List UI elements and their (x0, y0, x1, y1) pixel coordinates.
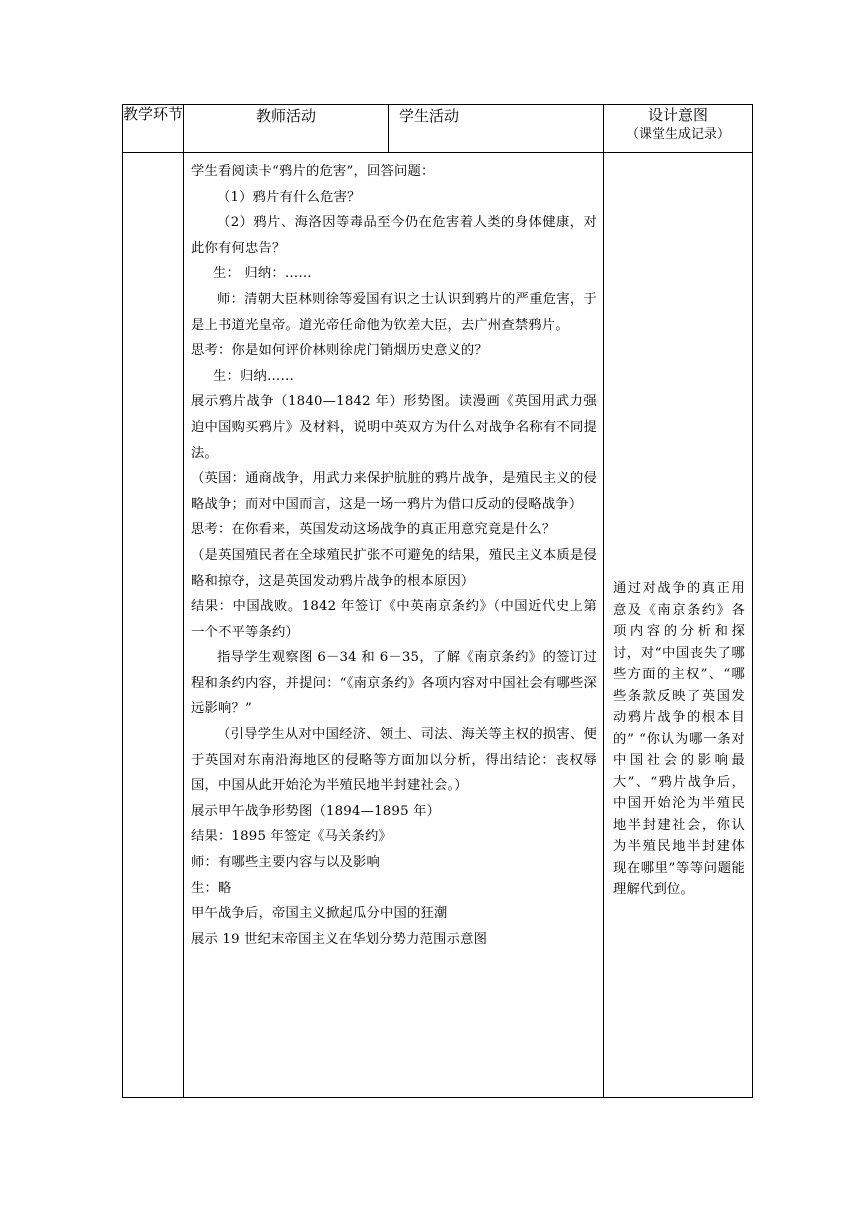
content-line: （2）鸦片、海洛因等毒品至今仍在危害着人类的身体健康，对此你有何忠告？ (191, 215, 597, 256)
design-intent-subtitle: （课堂生成记录） (625, 127, 730, 142)
content-line: 展示 19 世纪末帝国主义在华划分势力范围示意图 (191, 931, 488, 947)
content-line: 学生看阅读卡“鸦片的危害”，回答问题： (191, 164, 435, 179)
content-line: 思考：你是如何评价林则徐虎门销烟历史意义的？ (191, 343, 488, 359)
content-line: 甲午战争后，帝国主义掀起瓜分中国的狂潮 (191, 906, 448, 922)
table-header-row (123, 105, 753, 153)
header-student-activity: 学生活动 (389, 105, 604, 153)
content-line: 思考：在你看来，英国发动这场战争的真正用意究竟是什么？ (191, 522, 556, 538)
activity-content (184, 153, 603, 952)
activity-content-cell (184, 153, 604, 1098)
content-line: （1）鸦片有什么危害？ (217, 189, 361, 205)
table-body-row (123, 153, 753, 1098)
content-line: （是英国殖民者在全球殖民扩张不可避免的结果，殖民主义本质是侵略和掠夺，这是英国发动鸦片战争的根本原因） (191, 547, 597, 589)
content-line: 生： 归纳：…… (213, 266, 312, 282)
lesson-plan-table (122, 104, 753, 1098)
content-line: 师：有哪些主要内容与以及影响 (191, 855, 380, 871)
content-line: 结果：1895 年签定《马关条约》 (191, 829, 393, 845)
content-line: 结果：中国战败。1842 年签订《中英南京条约》（中国近代史上第一个不平等条约） (191, 599, 597, 640)
design-intent-cell (604, 153, 753, 1098)
header-design-intent (604, 105, 753, 153)
design-intent-title: 设计意图 (647, 106, 708, 124)
header-teacher-activity: 教师活动 (184, 105, 389, 153)
content-line: 指导学生观察图 6－34 和 6－35，了解《南京条约》的签订过程和条约内容，并提问：“《南京条约》各项内容对中国社会有哪些深远影响？” (191, 650, 597, 717)
content-line: （英国：通商战争，用武力来保护肮脏的鸦片战争，是殖民主义的侵略战争；而对中国而言，这是一场一鸦片为借口反动的侵略战争） (191, 471, 597, 512)
header-teaching-segment: 教学环节 (123, 105, 184, 153)
content-line: 展示鸦片战争（1840—1842 年）形势图。读漫画《英国用武力强迫中国购买鸦片》及材料，说明中英双方为什么对战争名称有不同提法。 (191, 394, 597, 461)
design-intent-note: 通过对战争的真正用意及《南京条约》各项内容的分析和探讨，对“中国丧失了哪些方面的主权”、“哪些条款反映了英国发动鸦片战争的根本目的” “你认为哪一条对中国社会的影响最大”、“鸦片战争后，中国开始沦为半殖民地半封建社会，你认为半殖民地半封建体现在哪里”等等问题能理解代到位。 (613, 581, 745, 897)
content-line: （引导学生从对中国经济、领土、司法、海关等主权的损害、便于英国对东南沿海地区的侵略等方面加以分析，得出结论：丧权辱国，中国从此开始沦为半殖民地半封建社会。） (191, 727, 597, 794)
content-line: 生：略 (191, 880, 232, 896)
content-line: 展示甲午战争形势图（1894—1895 年） (191, 803, 441, 819)
content-line: 生：归纳…… (213, 368, 294, 384)
teaching-segment-cell (123, 153, 184, 1098)
design-intent-wrapper (604, 153, 752, 901)
content-line: 师：清朝大臣林则徐等爱国有识之士认识到鸦片的严重危害，于是上书道光皇帝。道光帝任命他为钦差大臣，去广州查禁鸦片。 (191, 291, 597, 333)
